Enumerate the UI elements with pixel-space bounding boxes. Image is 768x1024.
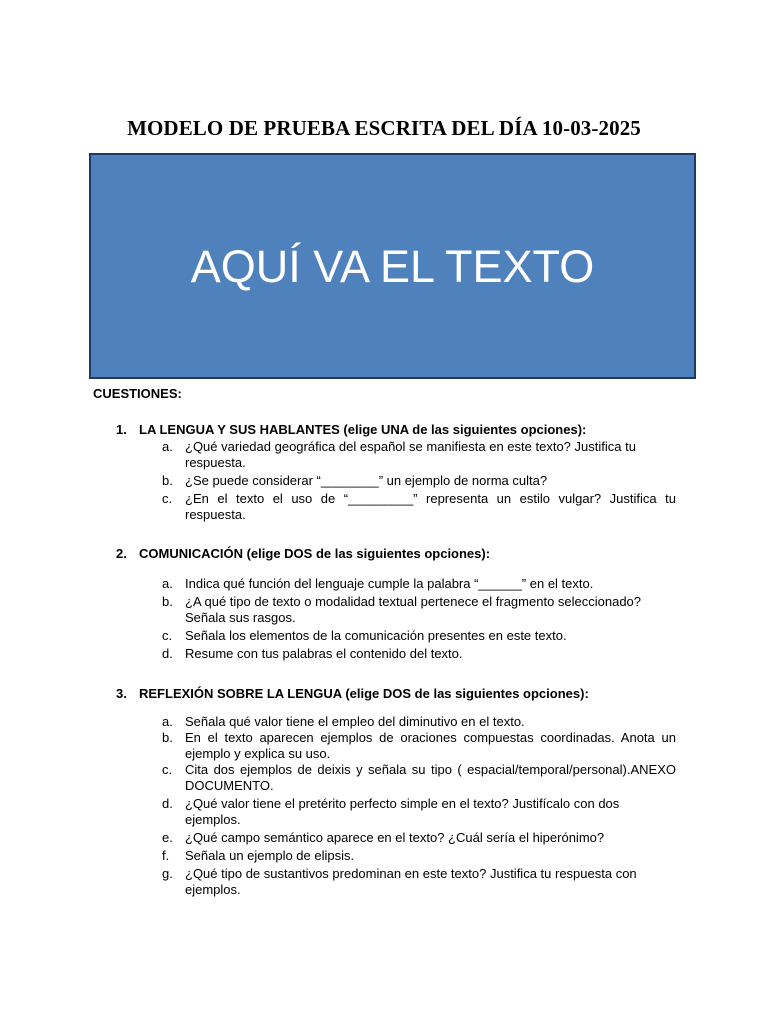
item-marker: a. xyxy=(162,576,173,591)
item-text: ¿Qué valor tiene el pretérito perfecto simple en el texto? Justifícalo con dos ejemplos. xyxy=(185,796,620,827)
item-marker: e. xyxy=(162,830,173,845)
item-text: Resume con tus palabras el contenido del texto. xyxy=(185,646,463,661)
section-number: 1. xyxy=(116,422,127,437)
list-item xyxy=(116,848,676,864)
item-text: ¿Qué variedad geográfica del español se manifiesta en este texto? Justifica tu respuesta. xyxy=(185,439,636,470)
item-marker: g. xyxy=(162,866,173,881)
item-marker: a. xyxy=(162,714,173,729)
list-item xyxy=(116,439,676,471)
item-marker: d. xyxy=(162,646,173,661)
section-lengua-hablantes xyxy=(116,421,676,523)
item-marker: c. xyxy=(162,628,173,643)
section-heading xyxy=(116,545,676,562)
page-title: MODELO DE PRUEBA ESCRITA DEL DÍA 10-03-2025 xyxy=(127,116,641,140)
section-heading-text: COMUNICACIÓN (elige DOS de las siguientes opciones): xyxy=(139,546,491,561)
item-marker: b. xyxy=(162,730,173,745)
question-list xyxy=(116,576,676,662)
question-list xyxy=(116,439,676,523)
list-item xyxy=(116,628,676,644)
item-marker: b. xyxy=(162,473,173,488)
item-marker: d. xyxy=(162,796,173,811)
item-text: Señala los elementos de la comunicación presentes en este texto. xyxy=(185,628,567,643)
item-marker: f. xyxy=(162,848,170,863)
item-marker: c. xyxy=(162,762,173,777)
questions-heading: CUESTIONES: xyxy=(93,386,182,401)
item-marker: b. xyxy=(162,594,173,609)
item-text: Señala qué valor tiene el empleo del diminutivo en el texto. xyxy=(185,714,525,729)
section-heading xyxy=(116,421,676,438)
section-comunicacion xyxy=(116,545,676,662)
list-item xyxy=(116,576,676,592)
list-item xyxy=(116,830,676,846)
item-marker: a. xyxy=(162,439,173,454)
list-item xyxy=(116,730,676,762)
item-text: En el texto aparecen ejemplos de oraciones compuestas coordinadas. Anota un ejemplo y explica su uso. xyxy=(185,730,676,761)
item-text: Indica qué función del lenguaje cumple la palabra “______” en el texto. xyxy=(185,576,594,591)
item-text: ¿Se puede considerar “________” un ejemplo de norma culta? xyxy=(185,473,548,488)
list-item xyxy=(116,714,676,730)
section-heading-text: LA LENGUA Y SUS HABLANTES (elige UNA de las siguientes opciones): xyxy=(139,422,587,437)
question-list xyxy=(116,714,676,898)
item-text: ¿Qué campo semántico aparece en el texto? ¿Cuál sería el hiperónimo? xyxy=(185,830,605,845)
section-number: 3. xyxy=(116,686,127,701)
section-heading xyxy=(116,685,676,702)
section-reflexion-lengua xyxy=(116,685,676,898)
list-item xyxy=(116,594,676,626)
list-item xyxy=(116,491,676,523)
item-text: Cita dos ejemplos de deixis y señala su tipo ( espacial/temporal/personal).ANEXO DOCUMENTO. xyxy=(185,762,676,793)
item-text: ¿En el texto el uso de “_________” representa un estilo vulgar? Justifica tu respuesta. xyxy=(185,491,676,522)
list-item xyxy=(116,866,676,898)
text-placeholder-box xyxy=(89,153,696,379)
list-item xyxy=(116,473,676,489)
list-item xyxy=(116,762,676,794)
item-text: ¿Qué tipo de sustantivos predominan en este texto? Justifica tu respuesta con ejemplos. xyxy=(185,866,637,897)
section-heading-text: REFLEXIÓN SOBRE LA LENGUA (elige DOS de las siguientes opciones): xyxy=(139,686,589,701)
item-marker: c. xyxy=(162,491,173,506)
item-text: ¿A qué tipo de texto o modalidad textual pertenece el fragmento seleccionado? Señala sus rasgos. xyxy=(185,594,642,625)
item-text: Señala un ejemplo de elipsis. xyxy=(185,848,355,863)
list-item xyxy=(116,796,676,828)
section-number: 2. xyxy=(116,546,127,561)
list-item xyxy=(116,646,676,662)
text-placeholder-label: AQUÍ VA EL TEXTO xyxy=(190,241,595,292)
